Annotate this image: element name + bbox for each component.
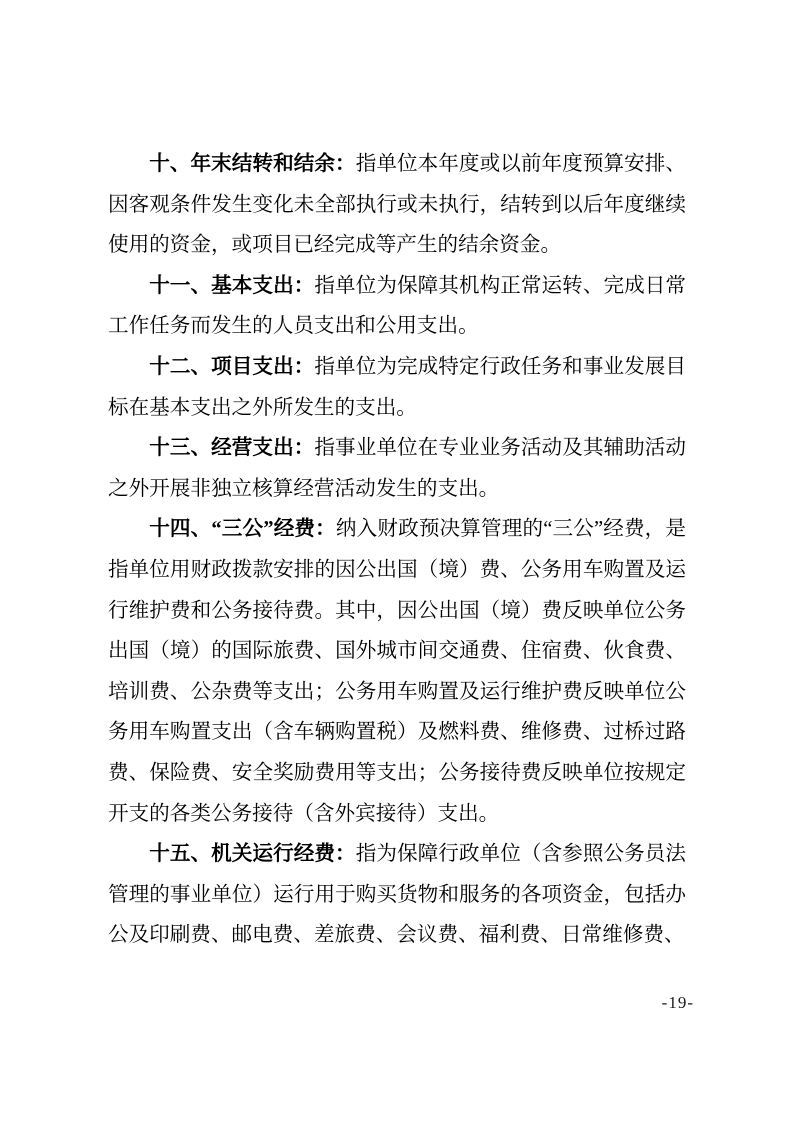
term-definition: 指事业单位在专业业务活动及其辅助活动之外开展非独立核算经营活动发生的支出。: [108, 437, 687, 500]
term-heading: 十二、项目支出：: [149, 355, 315, 378]
term-definition: 指单位本年度或以前年度预算安排、因客观条件发生变化未全部执行或未执行，结转到以后年度继续使用的资金，或项目已经完成等产生的结余资金。: [108, 153, 687, 257]
definition-paragraph: [108, 144, 686, 266]
term-heading: 十四、“三公”经费：: [149, 518, 336, 541]
term-heading: 十五、机关运行经费：: [149, 843, 356, 866]
definition-paragraph: [108, 266, 686, 347]
term-heading: 十一、基本支出：: [149, 274, 315, 297]
definition-paragraph: [108, 347, 686, 428]
term-heading: 十、年末结转和结余：: [149, 153, 356, 175]
definition-paragraph: [108, 834, 686, 956]
definition-paragraph: [108, 428, 686, 509]
term-definition: 指单位为保障其机构正常运转、完成日常工作任务而发生的人员支出和公用支出。: [108, 274, 687, 338]
definition-paragraph: [108, 509, 686, 834]
term-definition: 指单位为完成特定行政任务和事业发展目标在基本支出之外所发生的支出。: [108, 355, 687, 419]
document-body: [108, 144, 686, 956]
page-number: -19-: [661, 993, 694, 1012]
term-definition: 纳入财政预决算管理的“三公”经费，是指单位用财政拨款安排的因公出国（境）费、公务用车购置及运行维护费和公务接待费。其中，因公出国（境）费反映单位公务出国（境）的国际旅费、国外城市间交通费、住宿费、伙食费、培训费、公杂费等支出；公务用车购置及运行维护费反映单位公务用车购置支出（含车辆购置税）及燃料费、维修费、过桥过路费、保险费、安全奖励费用等支出；公务接待费反映单位按规定开支的各类公务接待（含外宾接待）支出。: [108, 518, 687, 825]
term-heading: 十三、经营支出：: [149, 437, 315, 460]
term-definition: 指为保障行政单位（含参照公务员法管理的事业单位）运行用于购买货物和服务的各项资金，包括办公及印刷费、邮电费、差旅费、会议费、福利费、日常维修费、: [108, 843, 687, 947]
